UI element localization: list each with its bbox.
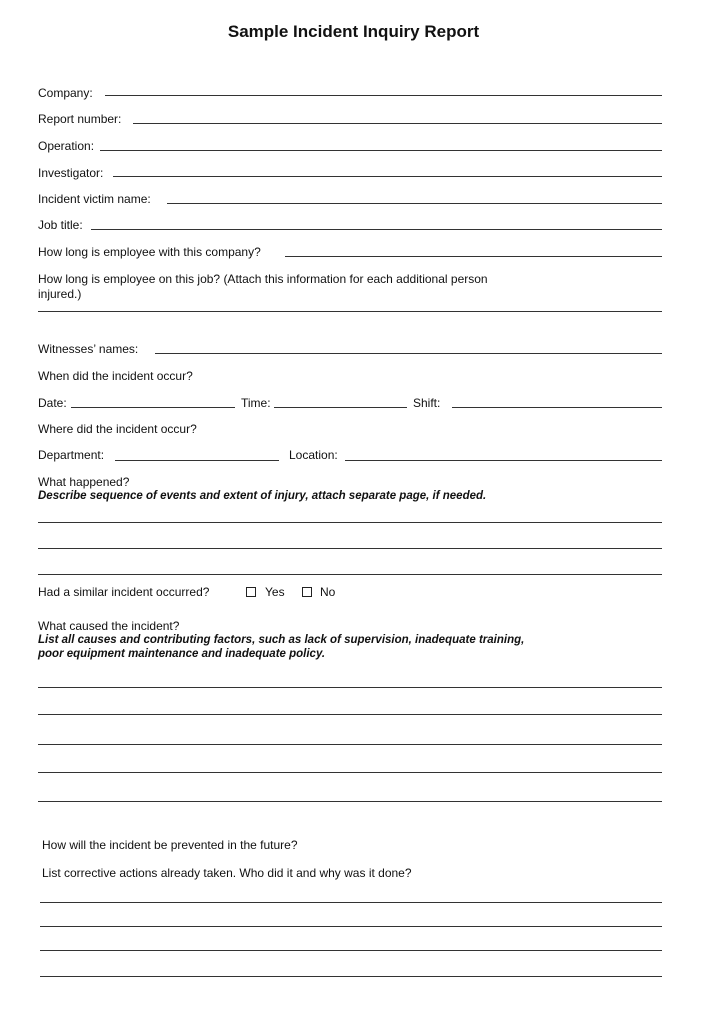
investigator-label: Investigator: — [38, 166, 104, 180]
report-number-field[interactable] — [133, 123, 662, 124]
yes-label: Yes — [265, 585, 285, 599]
similar-label: Had a similar incident occurred? — [38, 585, 210, 599]
operation-field[interactable] — [100, 150, 662, 151]
on-job-label-line2: injured.) — [38, 287, 82, 301]
report-title: Sample Incident Inquiry Report — [227, 22, 480, 41]
on-job-field[interactable] — [38, 311, 662, 312]
yes-checkbox[interactable] — [246, 587, 256, 597]
witnesses-label: Witnesses’ names: — [38, 342, 139, 356]
investigator-field[interactable] — [113, 176, 662, 177]
witnesses-field[interactable] — [155, 353, 662, 354]
shift-label: Shift: — [413, 396, 441, 410]
company-field[interactable] — [105, 95, 662, 96]
location-label: Location: — [289, 448, 338, 462]
report-number-label: Report number: — [38, 112, 122, 126]
on-job-label-line1: How long is employee on this job? (Attach this information for each additional person — [38, 272, 488, 286]
shift-field[interactable] — [452, 407, 662, 408]
with-company-label: How long is employee with this company? — [38, 245, 261, 259]
department-field[interactable] — [115, 460, 279, 461]
corrective-label: List corrective actions already taken. Who did it and why was it done? — [42, 866, 412, 880]
cause-line-4[interactable] — [38, 772, 662, 773]
job-title-label: Job title: — [38, 218, 83, 232]
cause-line-2[interactable] — [38, 714, 662, 715]
when-label: When did the incident occur? — [38, 369, 193, 383]
with-company-field[interactable] — [285, 256, 662, 257]
corrective-line-3[interactable] — [40, 950, 662, 951]
cause-label: What caused the incident? — [38, 619, 180, 633]
corrective-line-4[interactable] — [40, 976, 662, 977]
cause-line-1[interactable] — [38, 687, 662, 688]
no-label: No — [320, 585, 336, 599]
what-happened-hint: Describe sequence of events and extent of injury, attach separate page, if needed. — [38, 490, 487, 502]
cause-hint-line2: poor equipment maintenance and inadequate policy. — [38, 648, 326, 660]
cause-line-5[interactable] — [38, 801, 662, 802]
job-title-field[interactable] — [91, 229, 662, 230]
time-label: Time: — [241, 396, 271, 410]
what-happened-line-1[interactable] — [38, 522, 662, 523]
department-label: Department: — [38, 448, 105, 462]
what-happened-line-2[interactable] — [38, 548, 662, 549]
company-label: Company: — [38, 86, 93, 100]
cause-line-3[interactable] — [38, 744, 662, 745]
what-happened-label: What happened? — [38, 475, 130, 489]
corrective-line-2[interactable] — [40, 926, 662, 927]
no-checkbox[interactable] — [302, 587, 312, 597]
prevent-label: How will the incident be prevented in the future? — [42, 838, 298, 852]
time-field[interactable] — [274, 407, 407, 408]
what-happened-line-3[interactable] — [38, 574, 662, 575]
date-field[interactable] — [71, 407, 235, 408]
victim-name-field[interactable] — [167, 203, 662, 204]
operation-label: Operation: — [38, 139, 95, 153]
victim-name-label: Incident victim name: — [38, 192, 151, 206]
date-label: Date: — [38, 396, 67, 410]
location-field[interactable] — [345, 460, 662, 461]
corrective-line-1[interactable] — [40, 902, 662, 903]
cause-hint-line1: List all causes and contributing factors, such as lack of supervision, inadequate training, — [38, 634, 525, 646]
where-label: Where did the incident occur? — [38, 422, 197, 436]
